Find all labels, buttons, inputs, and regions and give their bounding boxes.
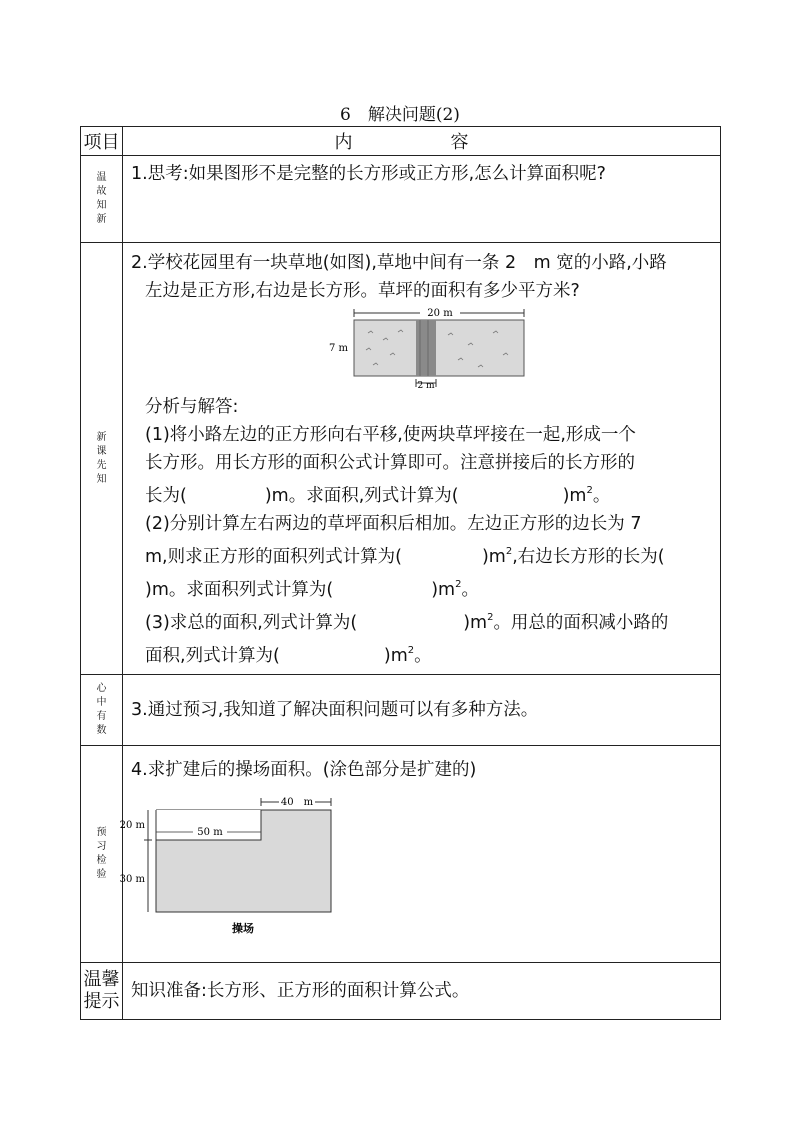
label-new-lesson: 新课先知: [96, 431, 107, 485]
p2-line2: m,则求正方形的面积列式计算为( )$m^2$,右边长方形的长为(: [145, 546, 665, 567]
q2-line1: 2.学校花园里有一块草地(如图),草地中间有一条 2 m 宽的小路,小路: [131, 253, 667, 273]
row-new-lesson: [81, 243, 721, 675]
tip-text: 知识准备:长方形、正方形的面积计算公式。: [123, 963, 721, 1020]
p3-line1: (3)求总的面积,列式计算为( )$m^2$。用总的面积减小路的: [145, 612, 669, 633]
top-label: 40 m: [280, 797, 314, 808]
label-tip: 温馨提示: [83, 969, 120, 1012]
figure-playground: [119, 784, 714, 935]
lawn-diagram: [328, 305, 528, 389]
q2-line2: 左边是正方形,右边是长方形。草坪的面积有多少平方米?: [145, 281, 580, 301]
row-label: [81, 963, 123, 1020]
row-label: [81, 675, 123, 746]
label-summary: 心中有数: [96, 683, 107, 736]
p1-line1: (1)将小路左边的正方形向右平移,使两块草坪接在一起,形成一个: [145, 425, 636, 445]
path-label: 2 m: [417, 381, 435, 391]
figure-lawn: [131, 305, 714, 389]
question-2: [123, 243, 721, 675]
caption: 操场: [232, 922, 254, 935]
header-item: 项目: [81, 127, 123, 156]
header-content: 内 容: [123, 127, 721, 156]
playground-diagram: [119, 792, 351, 942]
analysis-title: 分析与解答:: [145, 397, 239, 417]
question-1: 1.思考:如果图形不是完整的长方形或正方形,怎么计算面积呢?: [123, 156, 721, 243]
row-label: [81, 746, 123, 963]
question-4: [119, 746, 721, 963]
page-title: 6 解决问题(2): [340, 105, 460, 125]
height-label: 7 m: [328, 343, 348, 354]
row-summary: [81, 675, 721, 746]
row-check: [81, 746, 721, 963]
row-tip: [81, 963, 721, 1020]
row-label: [81, 243, 123, 675]
left-top-label: 20 m: [119, 820, 145, 831]
question-3: 3.通过预习,我知道了解决面积问题可以有多种方法。: [123, 675, 721, 746]
width-label: 20 m: [427, 308, 453, 319]
p1-line2: 长方形。用长方形的面积公式计算即可。注意拼接后的长方形的: [145, 453, 635, 473]
label-check: 预习检验: [96, 827, 107, 880]
p3-line2: 面积,列式计算为( )$m^2$。: [145, 645, 432, 666]
left-bottom-label: 30 m: [119, 874, 145, 885]
q4-text: 4.求扩建后的操场面积。(涂色部分是扩建的): [131, 760, 477, 780]
p2-line3: )m。求面积列式计算为( )$m^2$。: [145, 579, 479, 600]
mid-label: 50 m: [197, 827, 223, 838]
header-row: [81, 127, 721, 156]
p1-line3: 长为( )m。求面积,列式计算为( )$m^2$。: [145, 485, 611, 506]
p2-line1: (2)分别计算左右两边的草坪面积后相加。左边正方形的边长为 7: [145, 514, 642, 534]
label-review: 温故知新: [96, 172, 107, 225]
row-review: [81, 156, 721, 243]
worksheet-table: [80, 126, 721, 1020]
row-label: [81, 156, 123, 243]
